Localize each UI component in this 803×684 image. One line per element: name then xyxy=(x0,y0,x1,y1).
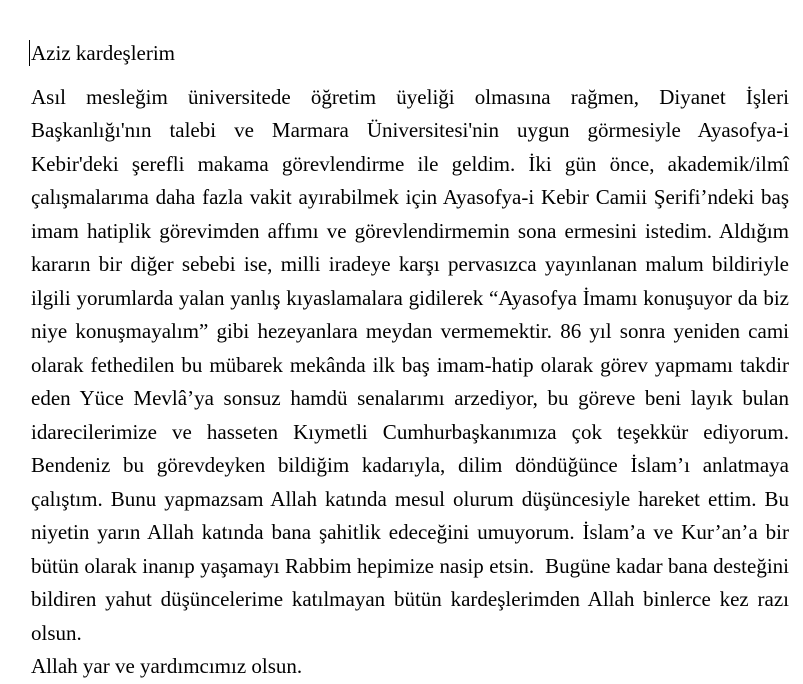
body-paragraph[interactable]: Asıl mesleğim üniversitede öğretim üyeliği olmasına rağmen, Diyanet İşleri Başkanlığı'nın talebi ve Marmara Üniversitesi'nin uygun görmesiyle Ayasofya-i Kebir'deki şerefli makama görevlendirme ile geldim. İki gün önce, akademik/ilmî çalışmalarıma daha fazla vakit ayırabilmek için Ayasofya-i Kebir Camii Şerifi’ndeki baş imam hatiplik görevimden affımı ve görevlendirmemin sona ermesini istedim. Aldığım kararın bir diğer sebebi ise, milli iradeye karşı pervasızca yayınlanan malum bildiriyle ilgili yorumlarda yalan yanlış kıyaslamalara gidilerek “Ayasofya İmamı konuşuyor da biz niye konuşmayalım” gibi hezeyanlara meydan vermemektir. 86 yıl sonra yeniden cami olarak fethedilen bu mübarek mekânda ilk baş imam-hatip olarak görev yapmamı takdir eden Yüce Mevlâ’ya sonsuz hamdü senalarımı arzediyor, bu göreve beni layık bulan idarecilerimize ve hasseten Kıymetli Cumhurbaşkanımıza çok teşekkür ediyorum. Bendeniz bu görevdeyken bildiğim kadarıyla, dilim döndüğünce İslam’ı anlatmaya çalıştım. Bunu yapmazsam Allah katında mesul olurum düşüncesiyle hareket ettim. Bu niyetin yarın Allah katında bana şahitlik edeceğini umuyorum. İslam’a ve Kur’an’a bir bütün olarak inanıp yaşamayı Rabbim hepimize nasip etsin. Bugüne kadar bana desteğini bildiren yahut düşüncelerime katılmayan bütün kardeşlerimden Allah binlerce kez razı olsun. xyxy=(31,84,795,645)
salutation-line[interactable]: Aziz kardeşlerim xyxy=(31,41,176,65)
text-editing-area[interactable] xyxy=(31,37,795,684)
closing-line[interactable]: Allah yar ve yardımcımız olsun. xyxy=(31,654,303,678)
text-cursor xyxy=(29,40,30,66)
salutation-row xyxy=(31,37,789,71)
